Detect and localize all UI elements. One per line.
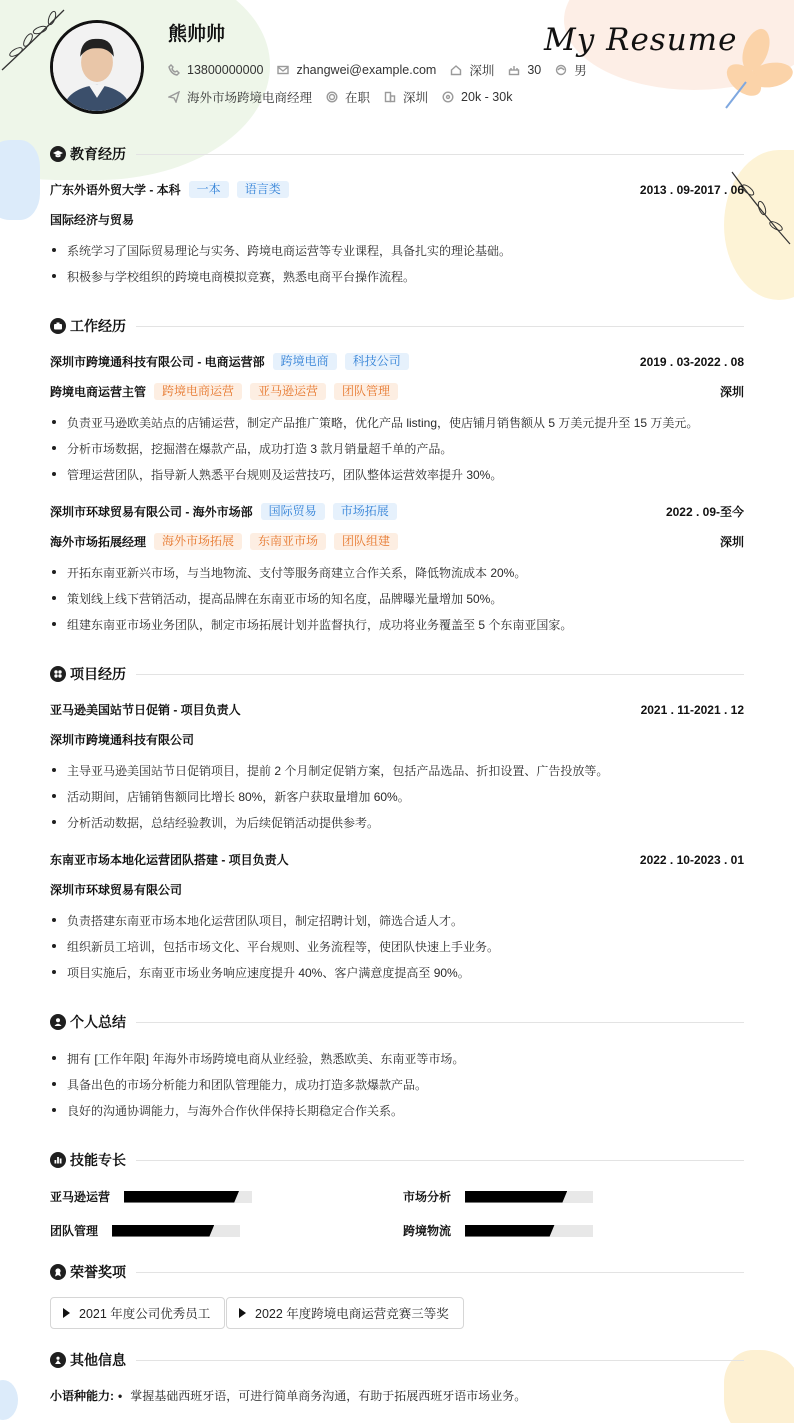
company-tag: 跨境电商 bbox=[273, 353, 337, 370]
phone-item bbox=[168, 63, 263, 77]
list-item: 活动期间，店铺销售额同比增长 80%，新客户获取量增加 60%。 bbox=[50, 788, 744, 805]
list-item: 开拓东南亚新兴市场，与当地物流、支付等服务商建立合作关系，降低物流成本 20%。 bbox=[50, 564, 744, 581]
skill-level-fill bbox=[124, 1191, 239, 1203]
skill-level-bar bbox=[124, 1191, 252, 1203]
status-value: 在职 bbox=[345, 91, 371, 105]
skill-item bbox=[403, 1188, 593, 1205]
age-value: 30 bbox=[527, 63, 542, 77]
role-name: 跨境电商运营主管 bbox=[50, 385, 147, 399]
role-tag: 海外市场拓展 bbox=[154, 533, 242, 550]
building-icon bbox=[384, 91, 396, 103]
skill-name: 市场分析 bbox=[403, 1190, 452, 1204]
work-role-row bbox=[50, 383, 744, 400]
list-item: 分析市场数据，挖掘潜在爆款产品，成功打造 3 款月销量超千单的产品。 bbox=[50, 440, 744, 457]
list-item: 策划线上线下营销活动，提高品牌在东南亚市场的知名度，品牌曝光量增加 50%。 bbox=[50, 590, 744, 607]
section-skills-header bbox=[50, 1150, 744, 1170]
project-company: 深圳市环球贸易有限公司 bbox=[50, 883, 183, 897]
project-company-row bbox=[50, 731, 744, 748]
skill-level-fill bbox=[465, 1191, 567, 1203]
location-item bbox=[450, 61, 494, 79]
section-divider bbox=[136, 1022, 744, 1023]
bar-chart-icon bbox=[50, 1152, 66, 1168]
briefcase-icon bbox=[50, 318, 66, 334]
company-tag: 市场拓展 bbox=[333, 503, 397, 520]
major-name: 国际经济与贸易 bbox=[50, 213, 135, 227]
contact-row bbox=[168, 61, 601, 79]
award-medal-icon bbox=[50, 1264, 66, 1280]
award-label: 2021 年度公司优秀员工 bbox=[79, 1307, 211, 1321]
section-divider bbox=[136, 1272, 744, 1273]
gender-icon bbox=[555, 64, 567, 76]
section-project-header bbox=[50, 664, 744, 684]
award-chip bbox=[50, 1297, 225, 1329]
skill-level-fill bbox=[465, 1225, 555, 1237]
skill-item bbox=[50, 1222, 240, 1239]
skill-name: 团队管理 bbox=[50, 1224, 99, 1238]
project-name: 东南亚市场本地化运营团队搭建 - 项目负责人 bbox=[50, 853, 289, 867]
award-chip bbox=[226, 1297, 464, 1329]
work-date: 2022 . 09-至今 bbox=[665, 505, 744, 519]
decor-blue-leaf-bottom bbox=[0, 1380, 18, 1420]
school-name: 广东外语外贸大学 - 本科 bbox=[50, 183, 181, 197]
project-company-row bbox=[50, 881, 744, 898]
company-name: 深圳市环球贸易有限公司 - 海外市场部 bbox=[50, 505, 253, 519]
play-triangle-icon bbox=[239, 1308, 246, 1318]
location-value: 深圳 bbox=[469, 64, 495, 78]
cake-icon bbox=[508, 64, 520, 76]
company-tag: 科技公司 bbox=[345, 353, 409, 370]
section-title: 项目经历 bbox=[70, 666, 126, 682]
work-company-row bbox=[50, 353, 744, 370]
skill-level-bar bbox=[465, 1191, 593, 1203]
section-work-header bbox=[50, 316, 744, 336]
education-date: 2013 . 09-2017 . 06 bbox=[639, 182, 744, 197]
salary-value: 20k - 30k bbox=[461, 90, 513, 104]
email-item bbox=[277, 63, 436, 77]
section-awards-header bbox=[50, 1262, 744, 1282]
skill-level-bar bbox=[112, 1225, 240, 1237]
education-school-row bbox=[50, 181, 744, 198]
skill-name: 亚马逊运营 bbox=[50, 1190, 111, 1204]
gender-value: 男 bbox=[574, 64, 587, 78]
skill-item bbox=[403, 1222, 593, 1239]
list-item: 负责亚马逊欧美站点的店铺运营，制定产品推广策略，优化产品 listing，使店铺月销售额从 5 万美元提升至 15 万美元。 bbox=[50, 414, 744, 431]
home-icon bbox=[450, 64, 462, 76]
gear-icon bbox=[326, 91, 338, 103]
candidate-name: 熊帅帅 bbox=[168, 24, 226, 45]
graduation-cap-icon bbox=[50, 146, 66, 162]
section-title: 教育经历 bbox=[70, 146, 126, 162]
gender-item bbox=[555, 61, 587, 79]
position-item bbox=[168, 88, 312, 106]
role-tag: 亚马逊运营 bbox=[250, 383, 326, 400]
list-item: 具备出色的市场分析能力和团队管理能力，成功打造多款爆款产品。 bbox=[50, 1076, 744, 1093]
list-item: 拥有 [工作年限] 年海外市场跨境电商从业经验，熟悉欧美、东南亚等市场。 bbox=[50, 1050, 744, 1067]
project-date: 2021 . 11-2021 . 12 bbox=[640, 702, 744, 717]
project-name-row bbox=[50, 701, 744, 718]
list-item: 分析活动数据，总结经验教训，为后续促销活动提供参考。 bbox=[50, 814, 744, 831]
section-title: 工作经历 bbox=[70, 318, 126, 334]
school-tag: 一本 bbox=[189, 181, 229, 198]
work-role-row bbox=[50, 533, 744, 550]
section-title: 荣誉奖项 bbox=[70, 1264, 126, 1280]
list-item: 组建东南亚市场业务团队，制定市场拓展计划并监督执行，成功将业务覆盖至 5 个东南亚国家。 bbox=[50, 616, 744, 633]
role-name: 海外市场拓展经理 bbox=[50, 535, 147, 549]
resume-title: My Resume bbox=[544, 22, 738, 58]
role-tag: 团队管理 bbox=[334, 383, 398, 400]
list-item: 良好的沟通协调能力，与海外合作伙伴保持长期稳定合作关系。 bbox=[50, 1102, 744, 1119]
other-info-text: 掌握基础西班牙语，可进行简单商务沟通，有助于拓展西班牙语市场业务。 bbox=[130, 1389, 527, 1403]
branch-right-decoration-icon bbox=[728, 168, 794, 248]
job-intent-row bbox=[168, 88, 526, 106]
skill-item bbox=[50, 1188, 252, 1205]
age-item bbox=[508, 63, 541, 77]
company-name: 深圳市跨境通科技有限公司 - 电商运营部 bbox=[50, 355, 265, 369]
phone-value: 13800000000 bbox=[187, 63, 264, 77]
section-title: 个人总结 bbox=[70, 1014, 126, 1030]
list-item: 积极参与学校组织的跨境电商模拟竞赛，熟悉电商平台操作流程。 bbox=[50, 268, 744, 285]
intent-city-value: 深圳 bbox=[403, 91, 429, 105]
project-company: 深圳市跨境通科技有限公司 bbox=[50, 733, 195, 747]
status-item bbox=[326, 88, 370, 106]
school-tag: 语言类 bbox=[237, 181, 289, 198]
section-title: 其他信息 bbox=[70, 1352, 126, 1368]
section-divider bbox=[136, 674, 744, 675]
skill-level-fill bbox=[112, 1225, 214, 1237]
role-tag: 跨境电商运营 bbox=[154, 383, 242, 400]
list-item: 系统学习了国际贸易理论与实务、跨境电商运营等专业课程，具备扎实的理论基础。 bbox=[50, 242, 744, 259]
work-city: 深圳 bbox=[719, 535, 744, 549]
role-tag: 团队组建 bbox=[334, 533, 398, 550]
send-icon bbox=[168, 91, 180, 103]
list-item: 主导亚马逊美国站节日促销项目，提前 2 个月制定促销方案，包括产品选品、折扣设置、广告投放等。 bbox=[50, 762, 744, 779]
email-value: zhangwei@example.com bbox=[296, 63, 437, 77]
decor-blue-leaf bbox=[0, 140, 40, 220]
company-tag: 国际贸易 bbox=[261, 503, 325, 520]
coin-icon bbox=[442, 91, 454, 103]
section-divider bbox=[136, 154, 744, 155]
play-triangle-icon bbox=[63, 1308, 70, 1318]
skill-level-bar bbox=[465, 1225, 593, 1237]
work-city: 深圳 bbox=[719, 385, 744, 399]
avatar bbox=[50, 20, 144, 114]
project-name-row bbox=[50, 851, 744, 868]
info-badge-icon bbox=[50, 1352, 66, 1368]
list-item: 项目实施后，东南亚市场业务响应速度提升 40%、客户满意度提高至 90%。 bbox=[50, 964, 744, 981]
section-divider bbox=[136, 326, 744, 327]
list-item: 负责搭建东南亚市场本地化运营团队项目，制定招聘计划，筛选合适人才。 bbox=[50, 912, 744, 929]
work-date: 2019 . 03-2022 . 08 bbox=[639, 354, 744, 369]
education-major-row bbox=[50, 211, 744, 228]
salary-item bbox=[442, 90, 512, 104]
avatar-photo-icon bbox=[53, 23, 141, 111]
award-label: 2022 年度跨境电商运营竞赛三等奖 bbox=[255, 1307, 449, 1321]
section-title: 技能专长 bbox=[70, 1152, 126, 1168]
work-company-row bbox=[50, 503, 744, 520]
role-tag: 东南亚市场 bbox=[250, 533, 326, 550]
project-name: 亚马逊美国站节日促销 - 项目负责人 bbox=[50, 703, 241, 717]
other-info-row bbox=[50, 1387, 526, 1404]
section-summary-header bbox=[50, 1012, 744, 1032]
section-education-header bbox=[50, 144, 744, 164]
list-item: 管理运营团队，指导新人熟悉平台规则及运营技巧，团队整体运营效率提升 30%。 bbox=[50, 466, 744, 483]
user-icon bbox=[50, 1014, 66, 1030]
project-date: 2022 . 10-2023 . 01 bbox=[639, 852, 744, 867]
phone-icon bbox=[168, 64, 180, 76]
list-item: 组织新员工培训，包括市场文化、平台规则、业务流程等，使团队快速上手业务。 bbox=[50, 938, 744, 955]
skill-name: 跨境物流 bbox=[403, 1224, 452, 1238]
grid-icon bbox=[50, 666, 66, 682]
intent-city-item bbox=[384, 88, 428, 106]
bullet-dot: • bbox=[118, 1388, 123, 1403]
mail-icon bbox=[277, 64, 289, 76]
position-value: 海外市场跨境电商经理 bbox=[187, 91, 313, 105]
section-divider bbox=[136, 1160, 744, 1161]
other-info-label: 小语种能力: bbox=[50, 1389, 114, 1403]
section-other-header bbox=[50, 1350, 744, 1370]
section-divider bbox=[136, 1360, 744, 1361]
